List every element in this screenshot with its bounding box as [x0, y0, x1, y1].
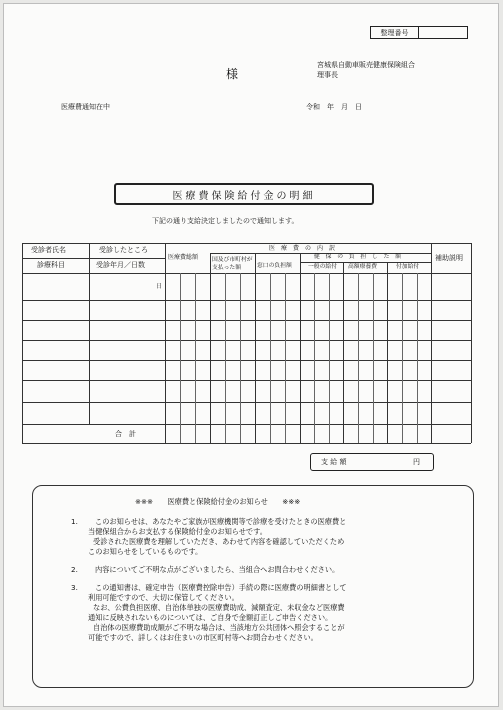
table-column-line [314, 273, 315, 443]
item3-line6: 可能ですので、詳しくはお住まいの市区町村等へお問合わせください。 [88, 633, 318, 642]
insurer-burden-header: 健 保 の 負 担 し た 額 [314, 254, 401, 260]
col-department: 診療科目 [37, 261, 65, 269]
payment-label: 支 給 額 [321, 458, 347, 466]
table-column-line [89, 243, 90, 424]
item3-line1: この通知書は、確定申告（医療費控除申告）手続の際に医療費の明細書として [95, 583, 347, 592]
enclosure-note: 医療費通知在中 [61, 103, 110, 111]
table-column-line [358, 273, 359, 443]
document-title: 医療費保険給付金の明細 [114, 183, 374, 205]
table-column-line [471, 243, 472, 443]
table-column-line [22, 243, 23, 443]
table-column-line [387, 262, 388, 443]
item3-line2: 利用可能ですので、大切に保管してください。 [88, 593, 239, 602]
col-counter-payment: 窓口の負担額 [257, 263, 292, 269]
table-row-line [22, 443, 471, 444]
payment-amount-box [310, 453, 434, 471]
table-row-line [300, 262, 431, 263]
honorific: 様 [226, 67, 239, 81]
table-column-line [240, 273, 241, 443]
item2-line1: 内容についてご不明な点がございましたら、当組合へお問合わせください。 [95, 565, 340, 574]
item3-line4: 通知に反映されないものについては、ご自身で金額訂正しご申告ください。 [88, 613, 333, 622]
total-row-label: 合 計 [115, 430, 136, 438]
col-patient-name: 受診者氏名 [31, 246, 66, 254]
col-public-payment: 国及び市町村が支払った額 [212, 257, 253, 271]
table-column-line [255, 253, 256, 443]
col-high-cost: 高額療養費 [348, 264, 377, 270]
item1-line4: このお知らせをしているものです。 [88, 547, 203, 556]
table-column-line [373, 273, 374, 443]
org-name: 宮城県自動車販売健康保険組合 [317, 61, 415, 69]
item1-number: 1. [71, 517, 78, 526]
table-column-line [285, 273, 286, 443]
notice-document [3, 3, 499, 707]
breakdown-header: 医 療 費 の 内 訳 [269, 245, 336, 252]
table-column-line [343, 262, 344, 443]
table-row-line [22, 424, 471, 425]
reference-number-label: 整理番号 [371, 27, 419, 38]
table-column-line [195, 273, 196, 443]
item1-line2: 当健保組合からお支払する保険給付金のお知らせです。 [88, 527, 267, 536]
col-total-cost: 医療費総額 [168, 254, 199, 261]
item1-line1: このお知らせは、あなたやご家族が医療機関等で診療を受けたときの医療費と [95, 517, 347, 526]
item3-line3: なお、公費負担医療、自治体単独の医療費助成、減額査定、未収金など医療費 [93, 603, 345, 612]
table-column-line [180, 273, 181, 443]
table-column-line [210, 253, 211, 443]
table-column-line [329, 273, 330, 443]
day-unit: 日 [156, 283, 163, 290]
table-column-line [417, 273, 418, 443]
payment-unit: 円 [413, 458, 420, 466]
table-column-line [431, 243, 432, 443]
col-notes: 補助説明 [435, 254, 463, 262]
item1-line3: 受診された医療費を理解していただき、あわせて内容を確認していただくため [93, 537, 345, 546]
table-column-line [300, 253, 301, 443]
col-additional-benefit: 付加給付 [396, 264, 420, 270]
document-subtitle: 下記の通り支給決定しましたので通知します。 [152, 217, 299, 225]
col-general-benefit: 一般の給付 [308, 264, 337, 270]
item3-line5: 自治体の医療費助成額がご不明な場合は、当該地方公共団体へ照会することが [93, 623, 345, 632]
reference-number-box [370, 26, 468, 39]
table-column-line [402, 273, 403, 443]
table-row-line [90, 258, 165, 259]
table-column-line [225, 273, 226, 443]
notice-box [32, 485, 474, 688]
item3-number: 3. [71, 583, 78, 592]
col-month-days: 受診年月／日数 [96, 261, 145, 269]
table-column-line [270, 273, 271, 443]
table-row-line [22, 258, 89, 259]
item2-number: 2. [71, 565, 78, 574]
table-column-line [165, 243, 166, 443]
notice-heading: ※※※ 医療費と保険給付金のお知らせ ※※※ [135, 497, 301, 506]
org-title: 理事長 [317, 71, 338, 79]
issue-date: 令和 年 月 日 [306, 103, 362, 111]
col-place: 受診したところ [99, 246, 148, 254]
